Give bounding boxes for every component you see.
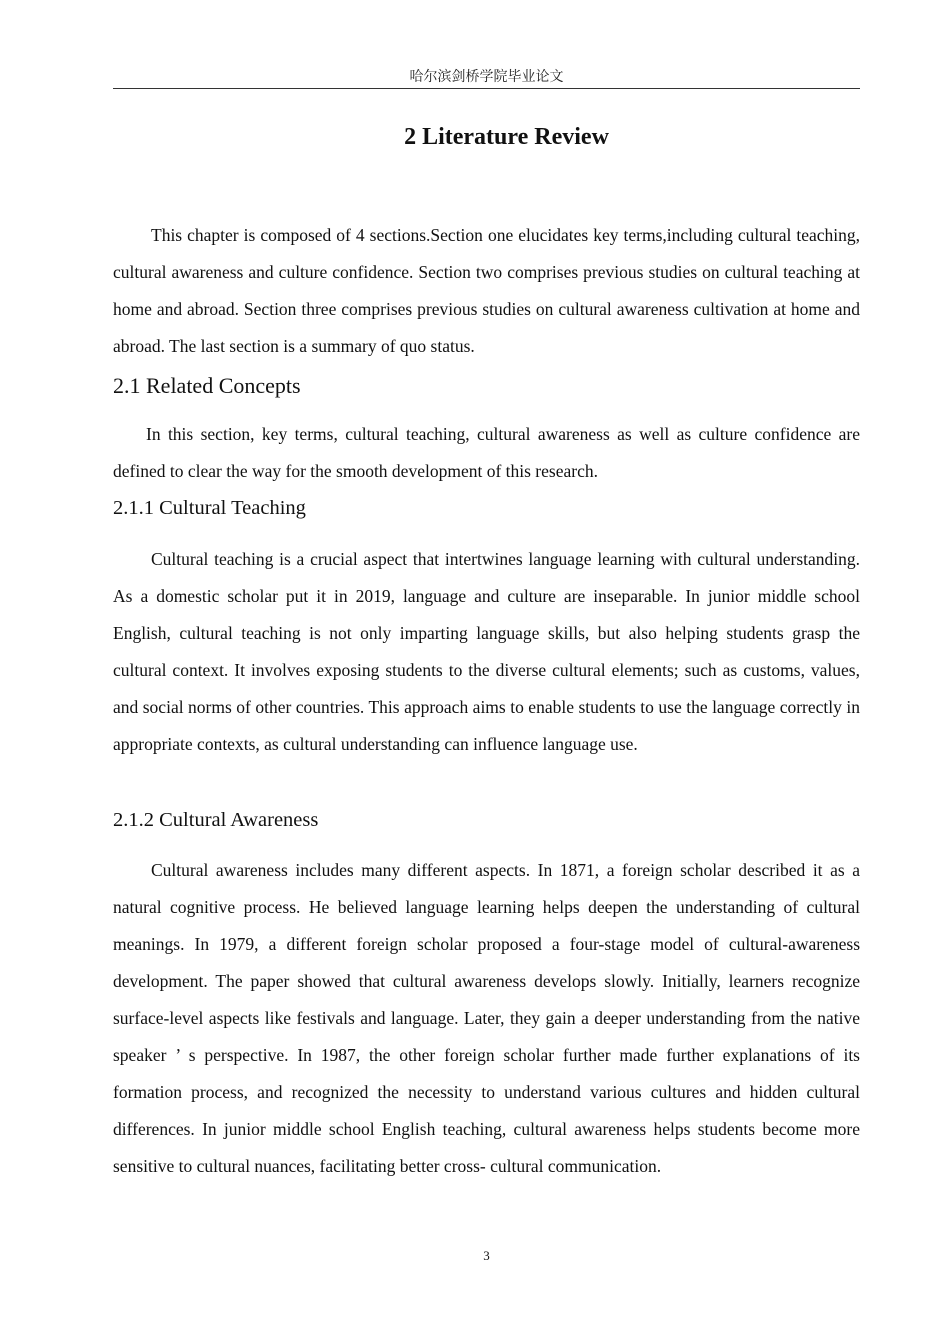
- chapter-title: 2 Literature Review: [404, 124, 609, 150]
- related-concepts-paragraph: In this section, key terms, cultural teaching, cultural awareness as well as culture confidence are defined to clear the way for the smooth development of this research.: [113, 424, 860, 481]
- header-divider: [113, 88, 860, 89]
- cultural-awareness-paragraph: Cultural awareness includes many different aspects. In 1871, a foreign scholar described it as a natural cognitive process. He believed language learning helps deepen the understanding of cultural meanings. In 1979, a different foreign scholar proposed a four-stage model of cultural-awareness development. The paper showed that cultural awareness develops slowly. Initially, learners recognize surface-level aspects like festivals and language. Later, they gain a deeper understanding from the native speaker ’ s perspective. In 1987, the other foreign scholar further made further explanations of its formation process, and recognized the necessity to understand various cultures and hidden cultural differences. In junior middle school English teaching, cultural awareness helps students become more sensitive to cultural nuances, facilitating better cross- cultural communication.: [113, 860, 860, 1176]
- chapter-intro-paragraph: This chapter is composed of 4 sections.Section one elucidates key terms,including cultural teaching, cultural awareness and culture confidence. Section two comprises previous studies on cultural teaching at home and abroad. Section three comprises previous studies on cultural awareness cultivation at home and abroad. The last section is a summary of quo status.: [113, 225, 860, 356]
- subsection-heading-cultural-awareness: 2.1.2 Cultural Awareness: [113, 809, 319, 831]
- page-number: 3: [483, 1248, 490, 1263]
- subsection-heading-cultural-teaching: 2.1.1 Cultural Teaching: [113, 497, 306, 519]
- running-header: 哈尔滨剑桥学院毕业论文: [409, 69, 564, 85]
- cultural-teaching-paragraph: Cultural teaching is a crucial aspect that intertwines language learning with cultural understanding. As a domestic scholar put it in 2019, language and culture are inseparable. In junior middle school English, cultural teaching is not only imparting language skills, but also helping students grasp the cultural context. It involves exposing students to the diverse cultural elements; such as customs, values, and social norms of other countries. This approach aims to enable students to use the language correctly in appropriate contexts, as cultural understanding can influence language use.: [113, 549, 860, 754]
- section-heading-related-concepts: 2.1 Related Concepts: [113, 373, 301, 398]
